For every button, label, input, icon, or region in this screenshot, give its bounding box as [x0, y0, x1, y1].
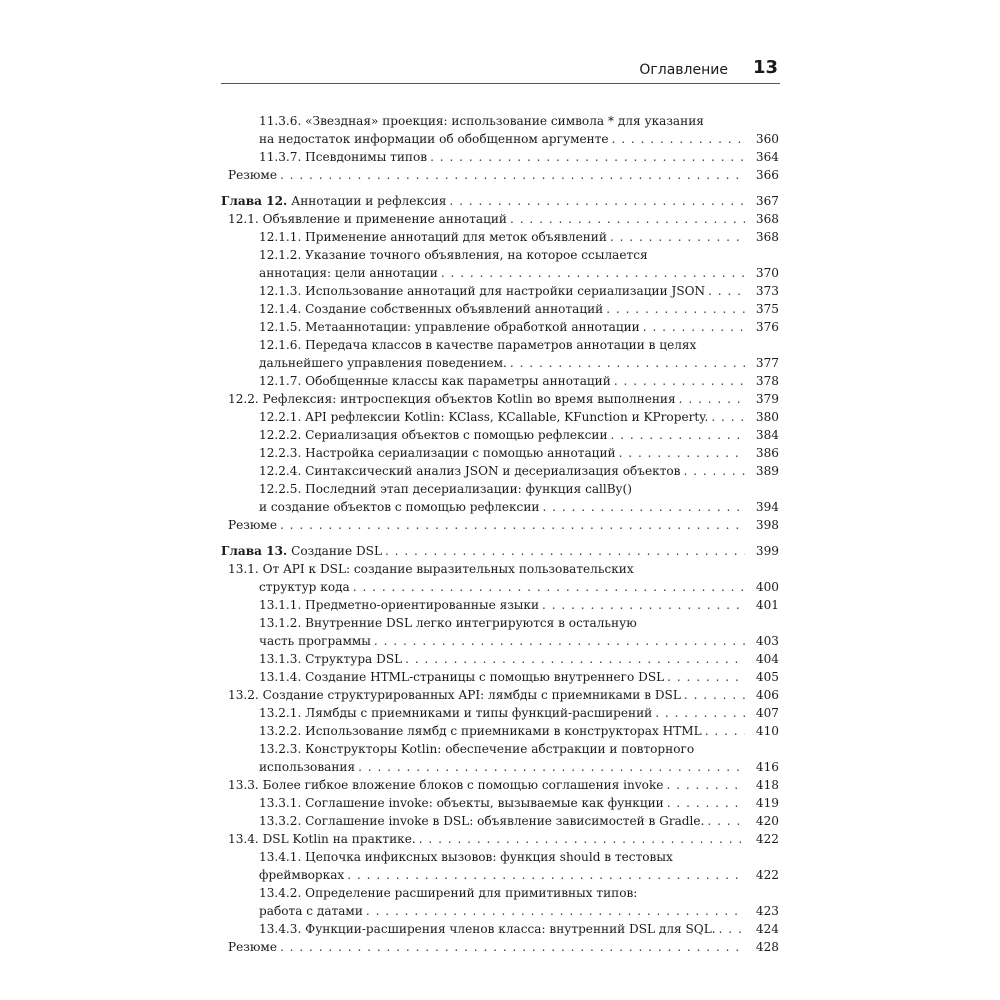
toc-entry-text-line: 13.2.3. Конструкторы Kotlin: обеспечение абстракции и повторного	[259, 742, 695, 756]
dot-leader	[280, 938, 745, 956]
dot-leader	[611, 426, 745, 444]
toc-entry[interactable]	[221, 300, 779, 318]
toc-entry[interactable]	[221, 246, 779, 282]
toc-entry-text: 12.1. Объявление и применение аннотаций	[228, 212, 507, 226]
toc-entry-text: 12.2.3. Настройка сериализации с помощью аннотаций	[259, 446, 616, 460]
toc-page-number: 386	[755, 446, 779, 460]
dot-leader	[666, 776, 745, 794]
toc-entry-text: часть программы	[259, 634, 371, 648]
toc-entry-text: 13.2.1. Лямбды с приемниками и типы функций-расширений	[259, 706, 653, 720]
toc-entry-text: работа с датами	[259, 904, 363, 918]
toc-entry-text: 13.2. Создание структурированных API: лямбды с приемниками в DSL	[228, 688, 681, 702]
toc-entry-text: 13.4.3. Функции-расширения членов класса: внутренний DSL для SQL.	[259, 922, 716, 936]
toc-entry[interactable]	[221, 920, 779, 938]
dot-leader	[683, 462, 745, 480]
toc-entry-text: 13.4. DSL Kotlin на практике.	[228, 832, 416, 846]
dot-leader	[405, 650, 745, 668]
toc-page-number: 420	[755, 814, 779, 828]
toc-entry[interactable]	[221, 812, 779, 830]
toc-page-number: 364	[755, 150, 779, 164]
toc-entry[interactable]	[221, 408, 779, 426]
toc-entry-text-line: 13.4.2. Определение расширений для примитивных типов:	[259, 886, 638, 900]
toc-entry[interactable]	[221, 650, 779, 668]
toc-entry-text: использования	[259, 760, 356, 774]
dot-leader	[655, 704, 745, 722]
toc-entry[interactable]	[221, 444, 779, 462]
toc-entry-text-line: 11.3.6. «Звездная» проекция: использование символа * для указания	[259, 114, 704, 128]
toc-page-number: 418	[755, 778, 779, 792]
chapter-spacer	[221, 534, 779, 542]
dot-leader	[449, 192, 745, 210]
toc-entry[interactable]	[221, 776, 779, 794]
dot-leader	[353, 578, 745, 596]
dot-leader	[612, 130, 745, 148]
toc-entry-text: и создание объектов с помощью рефлексии	[259, 500, 540, 514]
toc-page-number: 424	[755, 922, 779, 936]
toc-entry-text-line: 13.1. От API к DSL: создание выразительных пользовательских	[228, 562, 634, 576]
toc-entry[interactable]	[221, 372, 779, 390]
toc-page-number: 389	[755, 464, 779, 478]
chapter-label: Глава 13.	[221, 544, 288, 558]
toc-entry[interactable]	[221, 614, 779, 650]
toc-entry[interactable]	[221, 686, 779, 704]
dot-leader	[708, 282, 745, 300]
toc-entry-text: 13.3. Более гибкое вложение блоков с помощью соглашения invoke	[228, 778, 664, 792]
chapter-spacer	[221, 184, 779, 192]
toc-entry-text: дальнейшего управления поведением.	[259, 356, 507, 370]
toc-entry-text: структур кода	[259, 580, 350, 594]
toc-page-number: 422	[755, 868, 779, 882]
toc-entry[interactable]	[221, 884, 779, 920]
toc-entry-text: 12.2. Рефлексия: интроспекция объектов Kotlin во время выполнения	[228, 392, 676, 406]
table-of-contents	[221, 112, 779, 956]
toc-entry[interactable]	[221, 426, 779, 444]
dot-leader	[684, 686, 745, 704]
toc-page-number: 428	[755, 940, 779, 954]
toc-entry-text: 11.3.7. Псевдонимы типов	[259, 150, 428, 164]
toc-page-number: 419	[755, 796, 779, 810]
dot-leader	[374, 632, 745, 650]
toc-entry-text-line: 13.4.1. Цепочка инфиксных вызовов: функция should в тестовых	[259, 850, 673, 864]
toc-entry[interactable]	[221, 794, 779, 812]
chapter-title: Создание DSL	[291, 544, 382, 558]
dot-leader	[510, 210, 745, 228]
toc-page-number: 384	[755, 428, 779, 442]
toc-page-number: 373	[755, 284, 779, 298]
toc-entry[interactable]	[221, 740, 779, 776]
toc-entry-text: 13.3.2. Соглашение invoke в DSL: объявление зависимостей в Gradle.	[259, 814, 705, 828]
chapter-label: Глава 12.	[221, 194, 288, 208]
toc-page-number: 379	[755, 392, 779, 406]
toc-page-number: 405	[755, 670, 779, 684]
toc-page-number: 404	[755, 652, 779, 666]
toc-entry-text: 12.2.1. API рефлексии Kotlin: KClass, KCallable, KFunction и KProperty.	[259, 410, 709, 424]
dot-leader	[280, 516, 745, 534]
toc-summary-entry[interactable]	[221, 516, 779, 534]
running-header-title: Оглавление	[639, 62, 728, 78]
dot-leader	[510, 354, 745, 372]
toc-page-number: 423	[755, 904, 779, 918]
toc-entry-text: 12.1.7. Обобщенные классы как параметры аннотаций	[259, 374, 611, 388]
toc-entry[interactable]	[221, 722, 779, 740]
toc-page-number: 376	[755, 320, 779, 334]
dot-leader	[441, 264, 745, 282]
dot-leader	[707, 812, 745, 830]
dot-leader	[606, 300, 745, 318]
toc-page-number: 380	[755, 410, 779, 424]
dot-leader	[542, 596, 745, 614]
toc-entry[interactable]	[221, 596, 779, 614]
dot-leader	[542, 498, 745, 516]
toc-page-number: 403	[755, 634, 779, 648]
toc-entry-text: аннотация: цели аннотации	[259, 266, 438, 280]
dot-leader	[614, 372, 745, 390]
toc-page-number: 360	[755, 132, 779, 146]
toc-entry-text: Резюме	[228, 168, 277, 182]
toc-entry-text: 13.1.1. Предметно-ориентированные языки	[259, 598, 540, 612]
toc-entry-text: 13.2.2. Использование лямбд с приемниками в конструкторах HTML	[259, 724, 702, 738]
dot-leader	[610, 228, 745, 246]
toc-page-number: 366	[755, 168, 779, 182]
toc-page-number: 377	[755, 356, 779, 370]
dot-leader	[358, 758, 745, 776]
toc-page-number: 410	[755, 724, 779, 738]
toc-entry[interactable]	[221, 668, 779, 686]
toc-page-number: 370	[755, 266, 779, 280]
running-header	[221, 58, 780, 82]
toc-page-number: 378	[755, 374, 779, 388]
toc-page-number: 367	[755, 194, 779, 208]
page-number: 13	[752, 57, 778, 78]
toc-entry-text: 12.1.3. Использование аннотаций для настройки сериализации JSON	[259, 284, 706, 298]
toc-entry[interactable]	[221, 336, 779, 372]
dot-leader	[430, 148, 745, 166]
dot-leader	[719, 920, 745, 938]
dot-leader	[347, 866, 745, 884]
dot-leader	[280, 166, 745, 184]
toc-entry-text-line: 12.1.2. Указание точного объявления, на которое ссылается	[259, 248, 648, 262]
toc-entry[interactable]	[221, 282, 779, 300]
toc-chapter-entry[interactable]	[221, 542, 779, 560]
toc-entry-text: 12.1.5. Метааннотации: управление обработкой аннотации	[259, 320, 640, 334]
toc-entry-text: 13.3.1. Соглашение invoke: объекты, вызываемые как функции	[259, 796, 664, 810]
toc-entry-text-line: 12.1.6. Передача классов в качестве параметров аннотации в целях	[259, 338, 697, 352]
toc-entry-text: 13.1.4. Создание HTML-страницы с помощью внутреннего DSL	[259, 670, 665, 684]
toc-entry[interactable]	[221, 390, 779, 408]
toc-entry-text: 13.1.3. Структура DSL	[259, 652, 403, 666]
toc-summary-entry[interactable]	[221, 166, 779, 184]
toc-entry[interactable]	[221, 560, 779, 596]
toc-entry-text: на недостаток информации об обобщенном аргументе	[259, 132, 609, 146]
toc-page-number: 401	[755, 598, 779, 612]
toc-entry[interactable]	[221, 704, 779, 722]
toc-entry[interactable]	[221, 210, 779, 228]
dot-leader	[679, 390, 745, 408]
toc-entry[interactable]	[221, 228, 779, 246]
toc-entry[interactable]	[221, 480, 779, 516]
dot-leader	[419, 830, 745, 848]
toc-entry-text: 12.2.2. Сериализация объектов с помощью рефлексии	[259, 428, 608, 442]
toc-entry-text: 12.2.4. Синтаксический анализ JSON и десериализация объектов	[259, 464, 681, 478]
toc-entry[interactable]	[221, 112, 779, 148]
toc-entry-text: Резюме	[228, 940, 277, 954]
dot-leader	[667, 668, 745, 686]
dot-leader	[643, 318, 745, 336]
toc-page-number: 375	[755, 302, 779, 316]
toc-page-number: 398	[755, 518, 779, 532]
toc-page-number: 399	[755, 544, 779, 558]
toc-entry-text-line: 13.1.2. Внутренние DSL легко интегрируются в остальную	[259, 616, 637, 630]
toc-entry[interactable]	[221, 830, 779, 848]
header-rule	[221, 83, 780, 84]
toc-entry-text: фреймворках	[259, 868, 345, 882]
toc-entry[interactable]	[221, 148, 779, 166]
toc-page-number: 400	[755, 580, 779, 594]
toc-summary-entry[interactable]	[221, 938, 779, 956]
dot-leader	[366, 902, 745, 920]
dot-leader	[619, 444, 745, 462]
toc-entry[interactable]	[221, 848, 779, 884]
dot-leader	[667, 794, 745, 812]
toc-entry-text: Резюме	[228, 518, 277, 532]
toc-entry-text: 12.1.4. Создание собственных объявлений аннотаций	[259, 302, 604, 316]
toc-entry[interactable]	[221, 318, 779, 336]
toc-page-number: 407	[755, 706, 779, 720]
toc-page-number: 422	[755, 832, 779, 846]
toc-page-number: 416	[755, 760, 779, 774]
toc-entry-text-line: 12.2.5. Последний этап десериализации: функция callBy()	[259, 482, 632, 496]
toc-entry-text: 12.1.1. Применение аннотаций для меток объявлений	[259, 230, 607, 244]
dot-leader	[711, 408, 745, 426]
toc-entry[interactable]	[221, 462, 779, 480]
toc-chapter-entry[interactable]	[221, 192, 779, 210]
dot-leader	[385, 542, 745, 560]
toc-page-number: 368	[755, 212, 779, 226]
chapter-title: Аннотации и рефлексия	[291, 194, 447, 208]
dot-leader	[705, 722, 745, 740]
toc-page-number: 406	[755, 688, 779, 702]
toc-page-number: 394	[755, 500, 779, 514]
toc-page-number: 368	[755, 230, 779, 244]
